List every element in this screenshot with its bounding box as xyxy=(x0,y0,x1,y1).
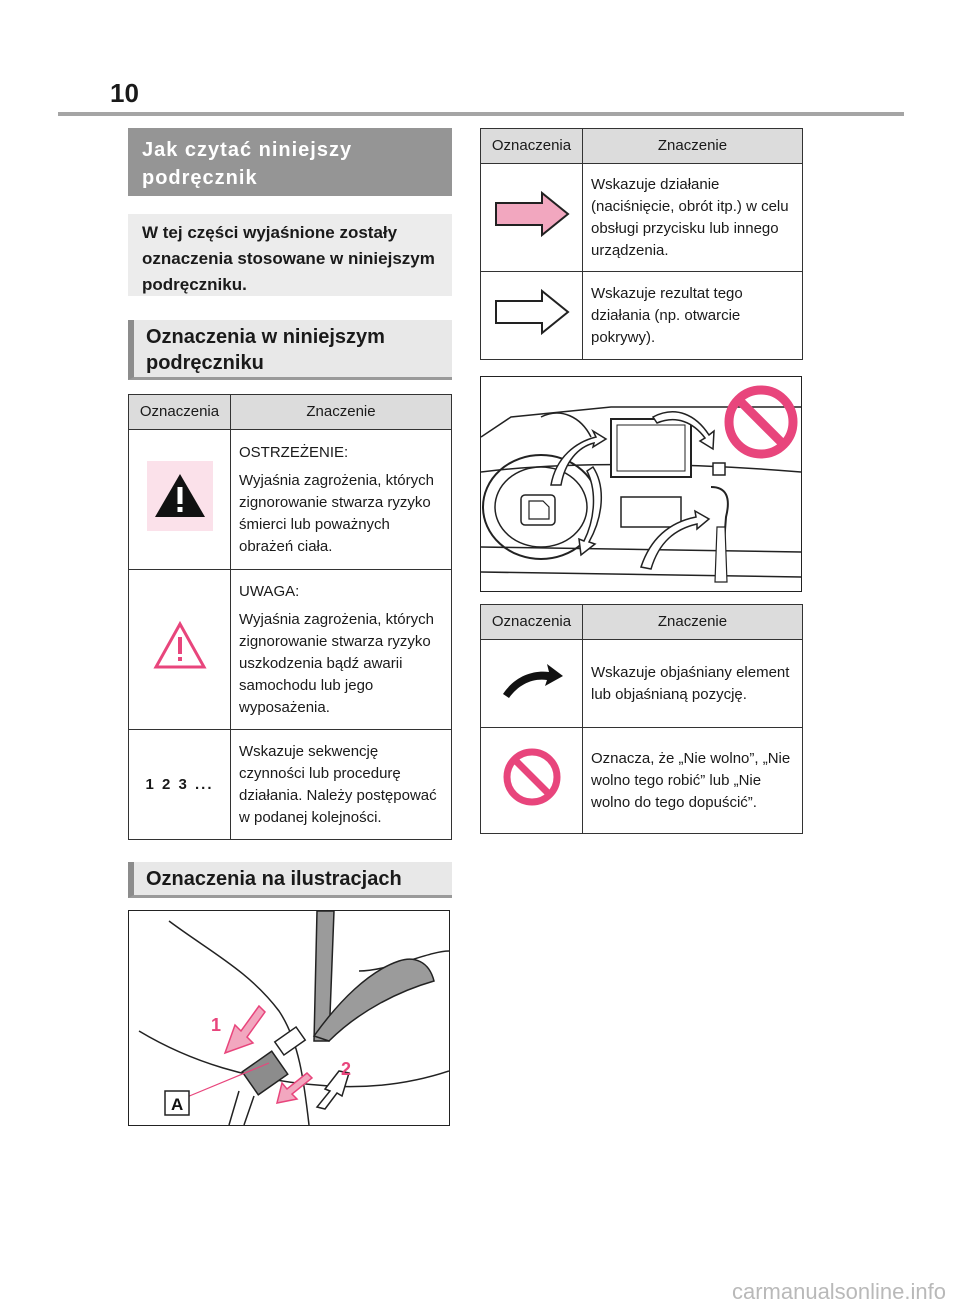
row-text: Wskazuje sekwencję czynności lub procedurę działania. Należy postępować w podanej kolejności. xyxy=(239,742,437,826)
table-row xyxy=(481,164,803,272)
symbols-table xyxy=(128,394,452,840)
col-header-symbol: Oznaczenia xyxy=(129,395,231,430)
table-row xyxy=(129,570,452,730)
intro-text: W tej części wyjaśnione zostały oznaczenia stosowane w niniejszym podręczniku. xyxy=(128,214,452,296)
col-header-symbol: Oznaczenia xyxy=(481,129,583,164)
col-header-meaning: Znaczenie xyxy=(583,605,803,640)
prohibition-icon xyxy=(501,746,563,808)
row-label: UWAGA: xyxy=(239,582,300,600)
section-heading-symbols: Oznaczenia w niniejszym podręczniku xyxy=(128,320,452,380)
warning-triangle-icon xyxy=(147,461,213,531)
header-rule xyxy=(58,112,904,116)
row-text: Wyjaśnia zagrożenia, których zignorowanie stwarza ryzyko uszkodzenia bądź awarii samochodu lub jego wyposażenia. xyxy=(239,610,434,716)
table-row xyxy=(129,430,452,570)
dashboard-drawing xyxy=(481,377,801,591)
row-text: Wskazuje działanie (naciśnięcie, obrót itp.) w celu obsługi przycisku lub innego urządzenia. xyxy=(591,175,789,259)
col-header-meaning: Znaczenie xyxy=(583,129,803,164)
notice-triangle-icon xyxy=(152,620,208,672)
section-heading-illustrations: Oznaczenia na ilustracjach xyxy=(128,862,452,898)
seatbelt-drawing xyxy=(129,911,449,1125)
pointer-table xyxy=(480,604,803,834)
page-title: Jak czytać niniejszy podręcznik xyxy=(128,128,452,196)
table-row xyxy=(481,272,803,360)
footer-watermark: carmanualsonline.info xyxy=(731,1279,946,1304)
seatbelt-illustration xyxy=(128,910,450,1126)
col-header-meaning: Znaczenie xyxy=(231,395,452,430)
dashboard-illustration xyxy=(480,376,802,592)
step-2-label: 2 xyxy=(341,1059,352,1079)
row-label: OSTRZEŻENIE: xyxy=(239,443,349,461)
table-row xyxy=(129,730,452,840)
row-text: Wskazuje rezultat tego działania (np. otwarcie pokrywy). xyxy=(591,284,743,346)
action-table xyxy=(480,128,803,360)
row-text: Wyjaśnia zagrożenia, których zignorowanie stwarza ryzyko śmierci lub poważnych obrażeń ciała. xyxy=(239,471,434,555)
row-text: Wskazuje objaśniany element lub objaśnianą pozycję. xyxy=(591,663,790,703)
row-text: Oznacza, że „Nie wolno”, „Nie wolno tego robić” lub „Nie wolno do tego dopuścić”. xyxy=(591,749,791,811)
pointer-arrow-icon xyxy=(497,660,567,700)
table-row xyxy=(481,640,803,728)
page-number: 10 xyxy=(110,78,139,108)
result-arrow-icon xyxy=(492,287,572,337)
callout-a-label: A xyxy=(171,1095,184,1114)
step-numbers-icon: 1 2 3 ... xyxy=(145,775,214,793)
col-header-symbol: Oznaczenia xyxy=(481,605,583,640)
table-row xyxy=(481,728,803,834)
action-arrow-icon xyxy=(492,189,572,239)
step-1-label: 1 xyxy=(211,1015,222,1035)
